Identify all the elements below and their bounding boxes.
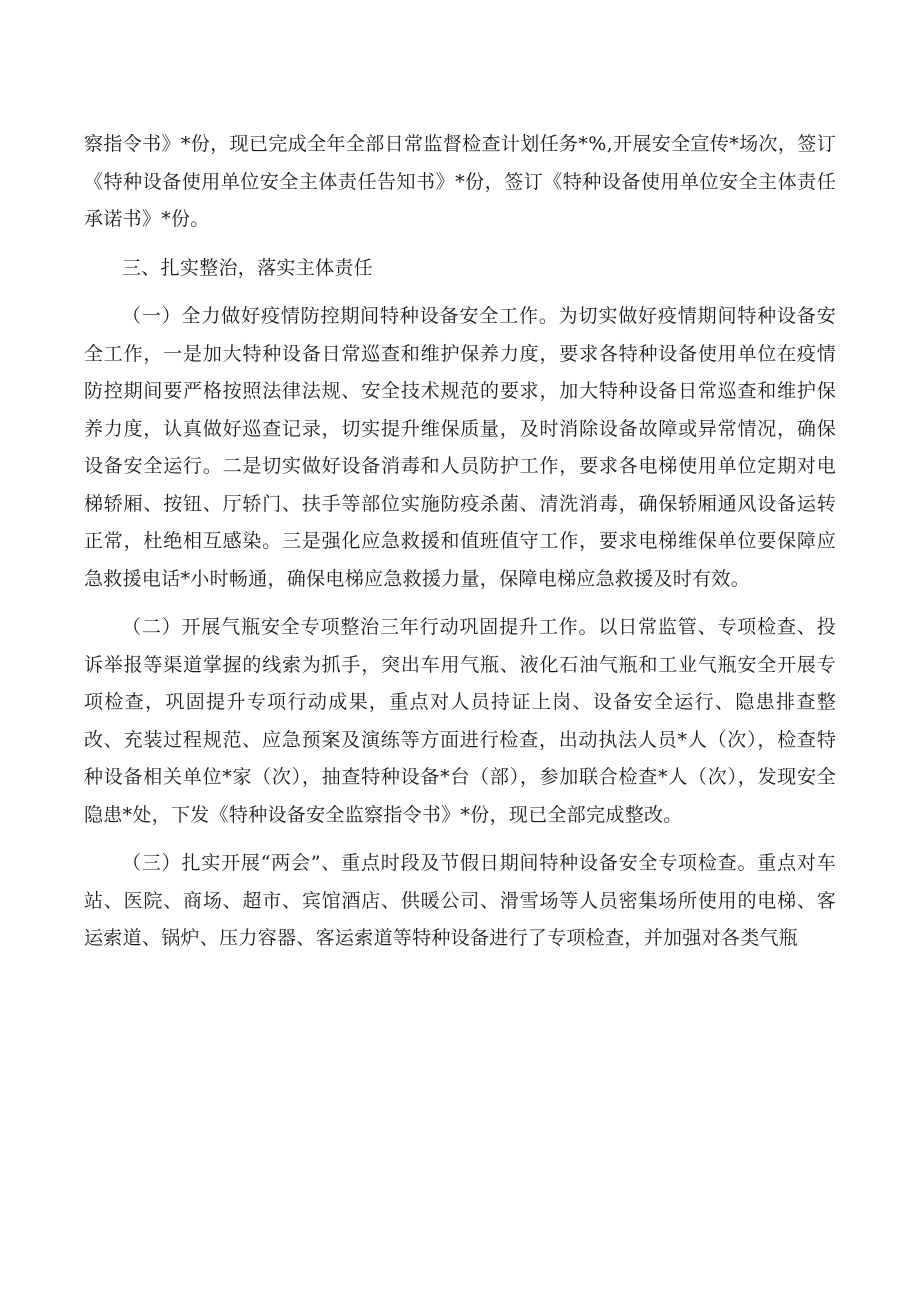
paragraph-epidemic-safety: （一）全力做好疫情防控期间特种设备安全工作。为切实做好疫情期间特种设备安全工作，一是加大特种设备日常巡查和维护保养力度，要求各特种设备使用单位在疫情防控期间要严格按照法律法规、安全技术规范的要求，加大特种设备日常巡查和维护保养力度，认真做好巡查记录，切实提升维保质量，及时消除设备故障或异常情况，确保设备安全运行。二是切实做好设备消毒和人员防护工作，要求各电梯使用单位定期对电梯轿厢、按钮、厅轿门、扶手等部位实施防疫杀菌、清洗消毒，确保轿厢通风设备运转正常，杜绝相互感染。三是强化应急救援和值班值守工作，要求电梯维保单位要保障应急救援电话*小时畅通，确保电梯应急救援力量，保障电梯应急救援及时有效。	[84, 305, 836, 590]
paragraph-gas-cylinder: （二）开展气瓶安全专项整治三年行动巩固提升工作。以日常监管、专项检查、投诉举报等渠道掌握的线索为抓手，突出车用气瓶、液化石油气瓶和工业气瓶安全开展专项检查，巩固提升专项行动成果，重点对人员持证上岗、设备安全运行、隐患排查整改、充装过程规范、应急预案及演练等方面进行检查，出动执法人员*人（次），检查特种设备相关单位*家（次），抽查特种设备*台（部），参加联合检查*人（次），发现安全隐患*处，下发《特种设备安全监察指令书》*份，现已全部完成整改。	[84, 616, 836, 826]
section-heading: 三、扎实整治，落实主体责任	[122, 256, 373, 279]
paragraph-special-inspection: （三）扎实开展“两会”、重点时段及节假日期间特种设备安全专项检查。重点对车站、医院、商场、超市、宾馆酒店、供暖公司、滑雪场等人员密集场所使用的电梯、客运索道、锅炉、压力容器、客运索道等特种设备进行了专项检查，并加强对各类气瓶	[84, 852, 836, 949]
paragraph-continuation: 察指令书》*份，现已完成全年全部日常监督检查计划任务*%,开展安全宣传*场次，签订《特种设备使用单位安全主体责任告知书》*份，签订《特种设备使用单位安全主体责任承诺书》*份。	[84, 133, 836, 230]
document-body	[84, 126, 836, 958]
